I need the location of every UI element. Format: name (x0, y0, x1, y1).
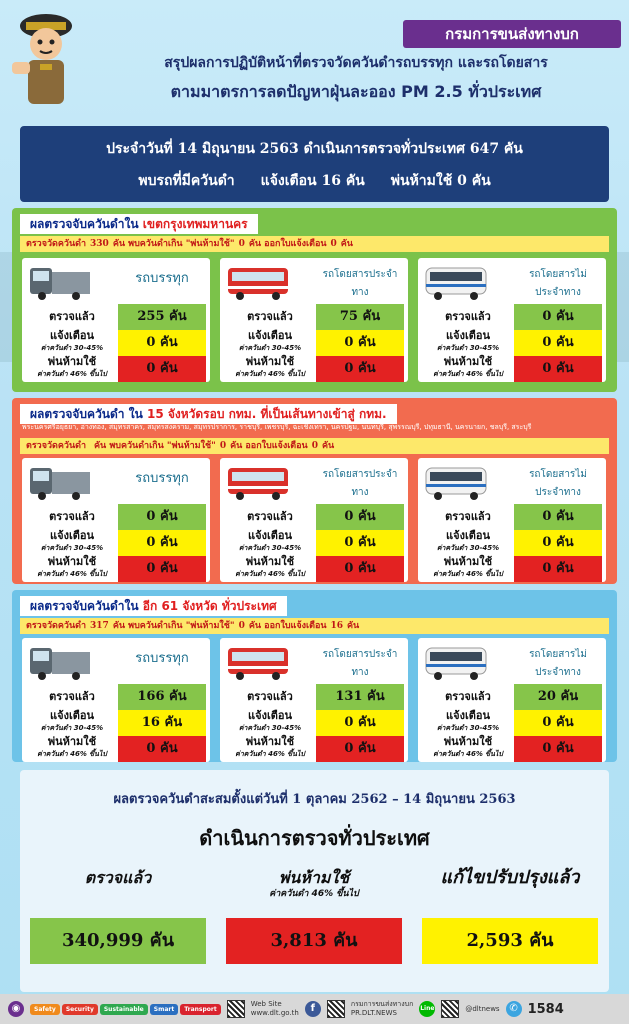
banned-note: ค่าควันดำ 46% ขึ้นไป (235, 370, 305, 378)
vehicle-card (220, 638, 408, 762)
section-title (20, 404, 397, 424)
facebook-page-name: PR.DLT.NEWS (350, 1009, 397, 1017)
banned-label-text: พ่นห้ามใช้ (245, 555, 295, 568)
row-checked (418, 684, 606, 710)
stat-warned-label: คัน ออกใบแจ้งเตือน (230, 441, 308, 451)
warned-label-text: แจ้งเตือน (446, 709, 490, 722)
accumulated-fixed (422, 867, 598, 964)
stat-warned-value: 0 (311, 441, 318, 451)
warned-label-text: แจ้งเตือน (446, 529, 490, 542)
line-id[interactable]: @dltnews (465, 1005, 500, 1013)
badge-sustainable: Sustainable (100, 1004, 148, 1015)
vehicle-card (418, 458, 606, 582)
row-checked (418, 504, 606, 530)
warned-label (424, 530, 512, 554)
truck-icon (28, 464, 92, 500)
stat-warned-value: 16 (330, 621, 344, 631)
row-banned (220, 736, 408, 762)
warned-label (226, 330, 314, 354)
facebook-label: กรมการขนส่งทางบก (350, 1000, 414, 1008)
accumulated-banned-note: ค่าควันดำ 46% ขึ้นไป (269, 889, 359, 899)
hotline[interactable]: 1584 (527, 1001, 564, 1017)
badge-smart: Smart (150, 1004, 178, 1015)
website-label: Web Site (250, 1000, 282, 1008)
stat-warned-value: 0 (330, 239, 337, 249)
section-title-highlight: เขตกรุงเทพมหานคร (142, 217, 248, 231)
banned-label-text: พ่นห้ามใช้ (245, 355, 295, 368)
section-title-highlight: อีก 61 จังหวัด ทั่วประเทศ (142, 599, 277, 613)
vehicle-card (418, 258, 606, 382)
warned-note: ค่าควันดำ 30-45% (238, 544, 302, 552)
checked-value: 0 คัน (316, 504, 404, 530)
stat-measured-value: 317 (90, 621, 109, 631)
section-title (20, 596, 287, 616)
accumulated-banned-text: พ่นห้ามใช้ (278, 868, 350, 887)
stat-banned-value: 0 (238, 239, 245, 249)
row-warned (22, 710, 210, 736)
row-banned (22, 556, 210, 582)
row-warned (22, 330, 210, 356)
banned-value: 0 คัน (316, 356, 404, 382)
coach-bus-icon (424, 644, 488, 680)
banned-label (226, 736, 314, 760)
officer-mascot-icon (10, 4, 82, 114)
banned-label-text: พ่นห้ามใช้ (443, 355, 493, 368)
warned-note: ค่าควันดำ 30-45% (40, 544, 104, 552)
row-banned (22, 736, 210, 762)
stat-measured-label: ตรวจวัดควันดำ (26, 621, 87, 631)
warned-note: ค่าควันดำ 30-45% (436, 724, 500, 732)
stat-measured-label: ตรวจวัดควันดำ (26, 239, 87, 249)
row-banned (418, 556, 606, 582)
accumulated-title: ผลตรวจควันดำสะสมตั้งแต่วันที่ 1 ตุลาคม 2562 – 14 มิถุนายน 2563 (113, 792, 516, 807)
section-title-text: ผลตรวจจับควันดำใน (30, 217, 139, 231)
warned-value: 0 คัน (514, 330, 602, 356)
banned-label-text: พ่นห้ามใช้ (443, 735, 493, 748)
accumulated-banned-value: 3,813 คัน (226, 918, 402, 964)
row-checked (22, 304, 210, 330)
vehicle-type: รถโดยสารไม่ประจำทาง (529, 269, 587, 298)
accumulated-banned-label (226, 870, 402, 904)
banned-value: 0 คัน (118, 736, 206, 762)
warned-label (28, 330, 116, 354)
row-checked (220, 504, 408, 530)
province-list: พระนครศรีอยุธยา, อ่างทอง, สมุทรสาคร, สมุทรสงคราม, สมุทรปราการ, ราชบุรี, เพชรบุรี, ฉะเชิงเทรา, นครปฐม, นนทบุรี, สุพรรณบุรี, ปทุมธานี, นครนายก, ชลบุรี, สระบุรี (22, 423, 532, 431)
banned-value: 0 คัน (514, 356, 602, 382)
stat-banned-label: คัน พบควันดำเกิน "พ่นห้ามใช้" (112, 239, 235, 249)
row-warned (220, 530, 408, 556)
banned-note: ค่าควันดำ 46% ขึ้นไป (37, 370, 107, 378)
checked-label: ตรวจแล้ว (49, 310, 95, 323)
stat-banned-value: 0 (219, 441, 227, 451)
vehicle-cards (22, 638, 606, 762)
checked-value: 0 คัน (514, 504, 602, 530)
warned-label (226, 530, 314, 554)
banned-value: 0 คัน (514, 736, 602, 762)
banned-note: ค่าควันดำ 46% ขึ้นไป (235, 750, 305, 758)
warned-label-text: แจ้งเตือน (50, 709, 94, 722)
badge-transport: Transport (180, 1004, 221, 1015)
vehicle-type: รถบรรทุก (135, 471, 189, 486)
website[interactable] (251, 1000, 299, 1018)
checked-value: 255 คัน (118, 304, 206, 330)
checked-label: ตรวจแล้ว (247, 690, 293, 703)
row-checked (22, 684, 210, 710)
checked-label: ตรวจแล้ว (445, 510, 491, 523)
warned-note: ค่าควันดำ 30-45% (238, 724, 302, 732)
banned-label (424, 736, 512, 760)
summary-warn: แจ้งเตือน 16 คัน (260, 173, 365, 189)
row-checked (220, 304, 408, 330)
stat-warned-label: คัน ออกใบแจ้งเตือน (248, 621, 327, 631)
page-subtitle: ตามมาตรการลดปัญหาฝุ่นละออง PM 2.5 ทั่วประเทศ (170, 82, 542, 101)
warned-label-text: แจ้งเตือน (50, 329, 94, 342)
banned-value: 0 คัน (118, 556, 206, 582)
daily-summary (20, 126, 609, 202)
banned-label (226, 356, 314, 380)
row-warned (418, 330, 606, 356)
checked-value: 0 คัน (514, 304, 602, 330)
city-bus-icon (226, 464, 290, 500)
qr-code-icon (327, 1000, 345, 1018)
section-title-highlight: 15 จังหวัดรอบ กทม. ที่เป็นเส้นทางเข้าสู่ กทม. (146, 407, 387, 421)
vehicle-type: รถบรรทุก (135, 271, 189, 286)
row-warned (220, 710, 408, 736)
checked-label: ตรวจแล้ว (445, 310, 491, 323)
vehicle-card (22, 258, 210, 382)
row-banned (418, 356, 606, 382)
row-checked (22, 504, 210, 530)
accumulated-fixed-value: 2,593 คัน (422, 918, 598, 964)
accumulated-banned (226, 870, 402, 964)
coach-bus-icon (424, 264, 488, 300)
warned-value: 0 คัน (514, 530, 602, 556)
checked-value: 131 คัน (316, 684, 404, 710)
section-2 (12, 398, 617, 584)
banned-label (28, 356, 116, 380)
badge-security: Security (62, 1004, 98, 1015)
warned-value: 0 คัน (118, 530, 206, 556)
warned-label (28, 530, 116, 554)
truck-icon (28, 264, 92, 300)
warned-value: 16 คัน (118, 710, 206, 736)
agency-banner: กรมการขนส่งทางบก (403, 20, 621, 48)
accumulated-checked (30, 870, 206, 964)
stat-line (20, 618, 609, 634)
warned-label-text: แจ้งเตือน (248, 329, 292, 342)
warned-value: 0 คัน (514, 710, 602, 736)
banned-label-text: พ่นห้ามใช้ (47, 355, 97, 368)
warned-note: ค่าควันดำ 30-45% (40, 724, 104, 732)
row-warned (418, 530, 606, 556)
banned-label (424, 356, 512, 380)
stat-measured-label: ตรวจวัดควันดำ (26, 441, 87, 451)
row-banned (220, 356, 408, 382)
line-icon[interactable]: Line (419, 1001, 435, 1017)
badge-safety: Safety (30, 1004, 60, 1015)
vehicle-type: รถโดยสารประจำทาง (322, 469, 398, 498)
banned-note: ค่าควันดำ 46% ขึ้นไป (37, 570, 107, 578)
qr-code-icon (227, 1000, 245, 1018)
facebook-icon[interactable]: f (305, 1001, 321, 1017)
banned-note: ค่าควันดำ 46% ขึ้นไป (433, 570, 503, 578)
dlt-logo-icon: ◉ (8, 1001, 24, 1017)
checked-label: ตรวจแล้ว (247, 510, 293, 523)
stat-unit: คัน (347, 621, 360, 631)
row-warned (220, 330, 408, 356)
row-warned (418, 710, 606, 736)
warned-label-text: แจ้งเตือน (248, 529, 292, 542)
warned-value: 0 คัน (316, 530, 404, 556)
banned-label (424, 556, 512, 580)
banned-note: ค่าควันดำ 46% ขึ้นไป (37, 750, 107, 758)
banned-label (28, 736, 116, 760)
vehicle-card (22, 638, 210, 762)
stat-line (20, 236, 609, 252)
banned-value: 0 คัน (118, 356, 206, 382)
row-banned (22, 356, 210, 382)
vehicle-cards (22, 458, 606, 582)
summary-found: พบรถที่มีควันดำ (138, 173, 235, 189)
stat-unit: คัน (340, 239, 353, 249)
vehicle-type: รถโดยสารประจำทาง (322, 649, 398, 678)
qr-code-icon (441, 1000, 459, 1018)
accumulated-checked-label: ตรวจแล้ว (84, 868, 152, 887)
section-title-text: ผลตรวจจับควันดำ ใน (30, 407, 143, 421)
stat-warned-label: คัน ออกใบแจ้งเตือน (248, 239, 327, 249)
summary-counts (20, 170, 609, 192)
banned-note: ค่าควันดำ 46% ขึ้นไป (433, 750, 503, 758)
warned-note: ค่าควันดำ 30-45% (436, 544, 500, 552)
vehicle-card (22, 458, 210, 582)
warned-value: 0 คัน (118, 330, 206, 356)
vehicle-type: รถโดยสารไม่ประจำทาง (529, 469, 587, 498)
vehicle-card (220, 458, 408, 582)
row-checked (220, 684, 408, 710)
vehicle-type: รถโดยสารไม่ประจำทาง (529, 649, 587, 678)
row-banned (418, 736, 606, 762)
accumulated-panel (20, 770, 609, 992)
checked-label: ตรวจแล้ว (445, 690, 491, 703)
warned-note: ค่าควันดำ 30-45% (238, 344, 302, 352)
banned-note: ค่าควันดำ 46% ขึ้นไป (235, 570, 305, 578)
warned-label (424, 710, 512, 734)
summary-line: ประจำวันที่ 14 มิถุนายน 2563 ดำเนินการตรวจทั่วประเทศ 647 คัน (106, 141, 523, 157)
accumulated-subtitle: ดำเนินการตรวจทั่วประเทศ (199, 826, 430, 850)
banned-label-text: พ่นห้ามใช้ (47, 735, 97, 748)
warned-note: ค่าควันดำ 30-45% (436, 344, 500, 352)
row-banned (220, 556, 408, 582)
facebook-page[interactable] (351, 1000, 413, 1018)
banned-value: 0 คัน (514, 556, 602, 582)
banned-label (226, 556, 314, 580)
checked-value: 0 คัน (118, 504, 206, 530)
city-bus-icon (226, 264, 290, 300)
city-bus-icon (226, 644, 290, 680)
banned-value: 0 คัน (316, 736, 404, 762)
warned-label-text: แจ้งเตือน (248, 709, 292, 722)
banned-label-text: พ่นห้ามใช้ (47, 555, 97, 568)
footer (0, 994, 629, 1024)
accumulated-checked-value: 340,999 คัน (30, 918, 206, 964)
section-1 (12, 208, 617, 392)
header (0, 0, 629, 118)
vehicle-card (418, 638, 606, 762)
stat-banned-value: 0 (238, 621, 245, 631)
checked-label: ตรวจแล้ว (49, 690, 95, 703)
checked-label: ตรวจแล้ว (247, 310, 293, 323)
checked-value: 20 คัน (514, 684, 602, 710)
warned-label (226, 710, 314, 734)
banned-label-text: พ่นห้ามใช้ (245, 735, 295, 748)
warned-value: 0 คัน (316, 710, 404, 736)
phone-icon: ✆ (506, 1001, 522, 1017)
banned-value: 0 คัน (316, 556, 404, 582)
coach-bus-icon (424, 464, 488, 500)
section-3 (12, 590, 617, 762)
accumulated-fixed-label: แก้ไขปรับปรุงแล้ว (440, 867, 580, 888)
warned-label (28, 710, 116, 734)
row-warned (22, 530, 210, 556)
checked-value: 166 คัน (118, 684, 206, 710)
banned-label-text: พ่นห้ามใช้ (443, 555, 493, 568)
checked-label: ตรวจแล้ว (49, 510, 95, 523)
website-url: www.dlt.go.th (250, 1009, 299, 1017)
vehicle-cards (22, 258, 606, 382)
section-title-text: ผลตรวจจับควันดำใน (30, 599, 139, 613)
stat-unit: คัน (321, 441, 335, 451)
vehicle-card (220, 258, 408, 382)
row-checked (418, 304, 606, 330)
banned-label (28, 556, 116, 580)
warned-value: 0 คัน (316, 330, 404, 356)
warned-label (424, 330, 512, 354)
page-title: สรุปผลการปฏิบัติหน้าที่ตรวจวัดควันดำรถบรรทุก และรถโดยสาร (164, 55, 548, 71)
banned-note: ค่าควันดำ 46% ขึ้นไป (433, 370, 503, 378)
vehicle-type: รถบรรทุก (135, 651, 189, 666)
warned-note: ค่าควันดำ 30-45% (40, 344, 104, 352)
warned-label-text: แจ้งเตือน (446, 329, 490, 342)
stat-banned-label: คัน พบควันดำเกิน "พ่นห้ามใช้" (112, 621, 235, 631)
footer-badges (30, 1004, 221, 1015)
checked-value: 75 คัน (316, 304, 404, 330)
vehicle-type: รถโดยสารประจำทาง (322, 269, 398, 298)
warned-label-text: แจ้งเตือน (50, 529, 94, 542)
stat-banned-label: คัน พบควันดำเกิน "พ่นห้ามใช้" (94, 441, 216, 451)
section-title (20, 214, 258, 234)
truck-icon (28, 644, 92, 680)
summary-ban: พ่นห้ามใช้ 0 คัน (390, 173, 491, 189)
stat-line (20, 438, 609, 454)
stat-measured-value: 330 (90, 239, 109, 249)
